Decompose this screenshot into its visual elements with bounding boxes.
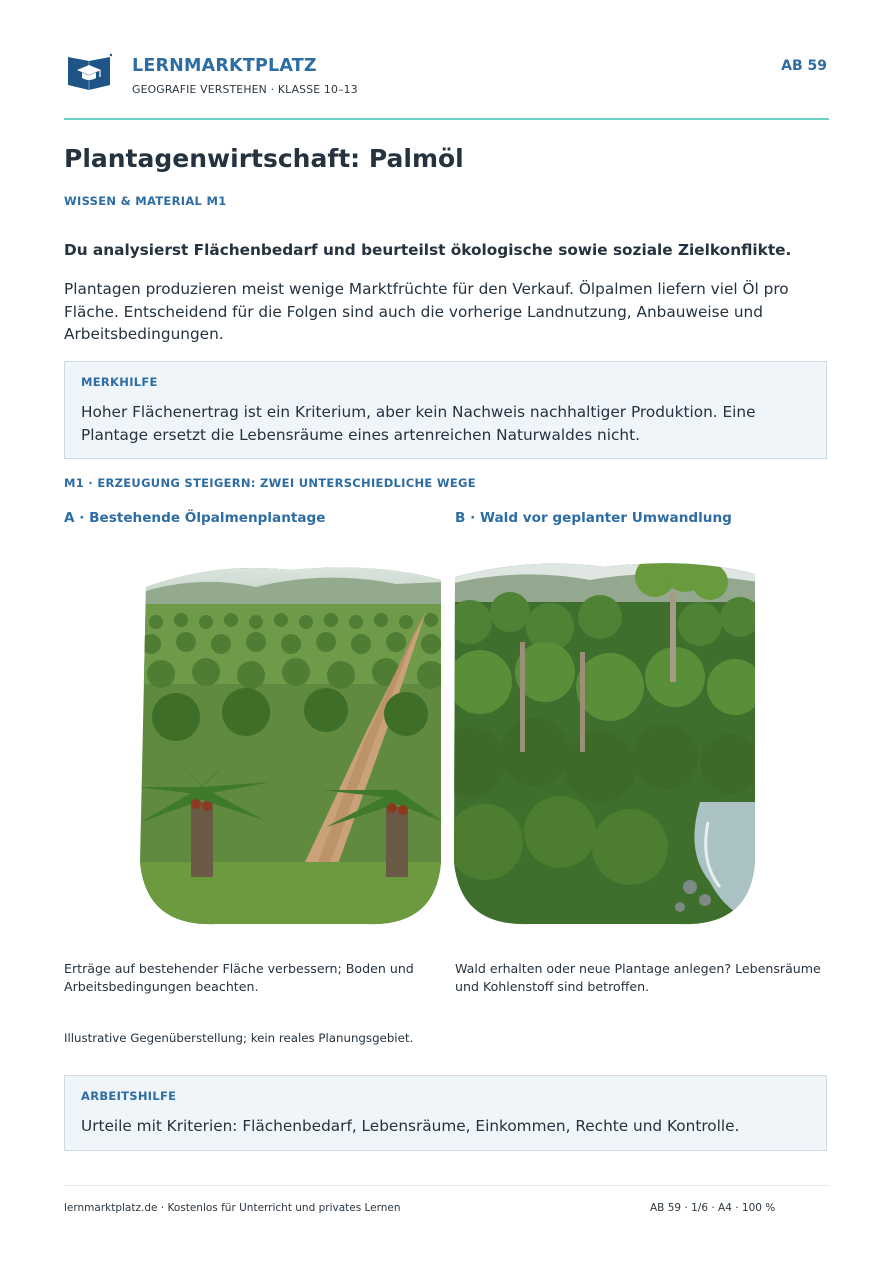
- brand-name: LERNMARKTPLATZ: [132, 56, 317, 76]
- sheet-id: AB 59: [781, 58, 827, 74]
- series-subtitle: GEOGRAFIE VERSTEHEN · KLASSE 10–13: [132, 83, 358, 96]
- oil-palm-plantation-illustration: [136, 532, 444, 947]
- figure-b-title: B · Wald vor geplanter Umwandlung: [455, 510, 732, 526]
- learning-goal: Du analysierst Flächenbedarf und beurteilst ökologische sowie soziale Zielkonflikte.: [64, 241, 792, 259]
- merkhilfe-text: Hoher Flächenertrag ist ein Kriterium, aber kein Nachweis nachhaltiger Produktion. Eine Plantage ersetzt die Lebensräume eines artenreichen Naturwaldes nicht.: [81, 403, 756, 444]
- arbeitshilfe-text: Urteile mit Kriterien: Flächenbedarf, Lebensräume, Einkommen, Rechte und Kontrolle.: [81, 1117, 740, 1135]
- footer-page-info: AB 59 · 1/6 · A4 · 100 %: [650, 1202, 776, 1214]
- intro-paragraph: Plantagen produzieren meist wenige Marktfrüchte für den Verkauf. Ölpalmen liefern viel Öl pro Fläche. Entscheidend für die Folgen sind auch die vorherige Landnutzung, Anbauweise und Arbeitsbedingungen.: [64, 280, 789, 343]
- arbeitshilfe-box: [64, 1075, 827, 1151]
- header-divider: [64, 118, 829, 120]
- footer-divider: [64, 1185, 829, 1186]
- merkhilfe-box: [64, 361, 827, 459]
- figure-a-caption: Erträge auf bestehender Fläche verbessern; Boden und Arbeitsbedingungen beachten.: [64, 961, 414, 994]
- illustration-note: Illustrative Gegenüberstellung; kein reales Planungsgebiet.: [64, 1031, 414, 1045]
- merkhilfe-label: MERKHILFE: [81, 375, 158, 389]
- section-label: WISSEN & MATERIAL M1: [64, 194, 227, 208]
- graduation-book-icon: [66, 53, 112, 91]
- figure-a-title: A · Bestehende Ölpalmenplantage: [64, 510, 326, 526]
- footer-site-info: lernmarktplatz.de · Kostenlos für Unterricht und privates Lernen: [64, 1202, 401, 1214]
- figure-b-caption: Wald erhalten oder neue Plantage anlegen? Lebensräume und Kohlenstoff sind betroffen.: [455, 961, 821, 994]
- material-heading: M1 · ERZEUGUNG STEIGERN: ZWEI UNTERSCHIEDLICHE WEGE: [64, 476, 476, 490]
- arbeitshilfe-label: ARBEITSHILFE: [81, 1089, 177, 1103]
- rainforest-illustration: [450, 532, 758, 947]
- page-title: Plantagenwirtschaft: Palmöl: [64, 144, 464, 173]
